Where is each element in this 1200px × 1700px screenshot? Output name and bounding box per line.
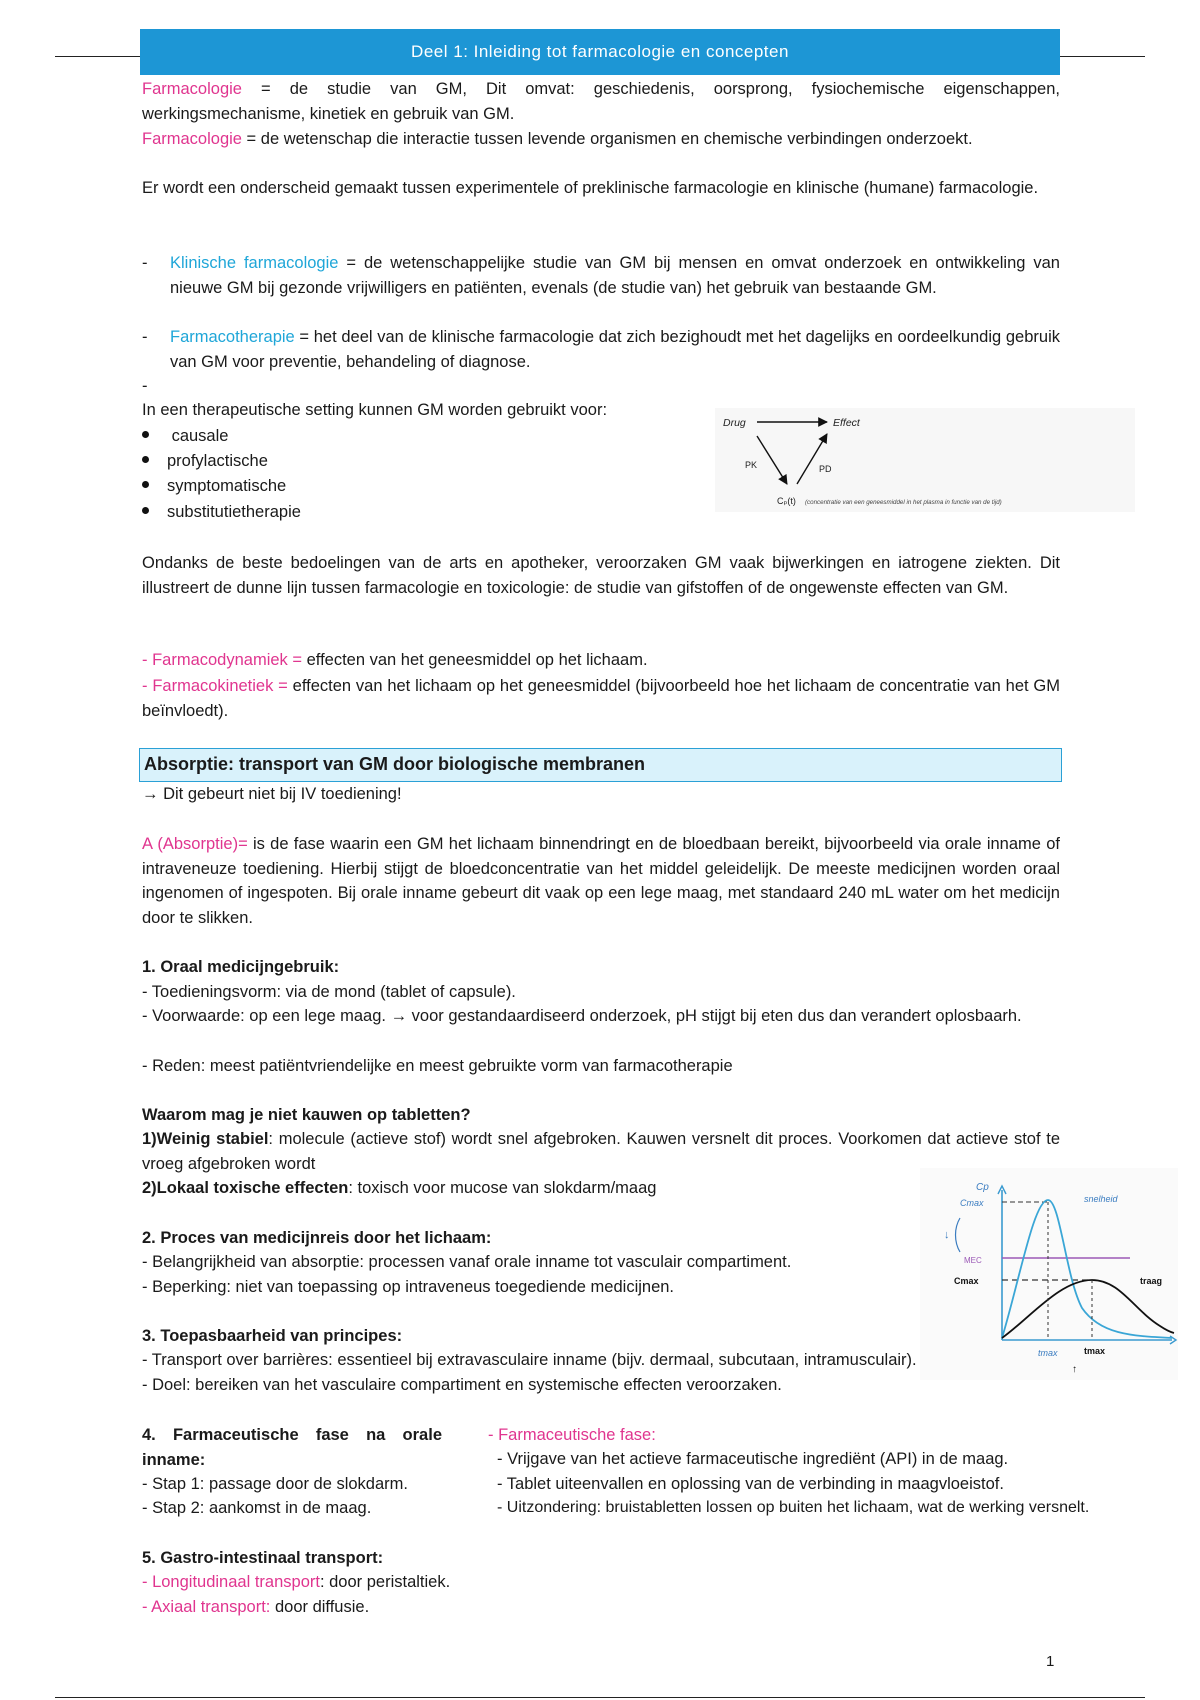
definition-text: is de fase waarin een GM het lichaam binnendringt en de bloedbaan bereikt, bijvoorbeeld via orale inname of intraveneuze toediening. Hierbij stijgt de bloedconcentratie van het middel geleidelijk. De meeste medicijnen worden oraal ingenomen of ingespoten. Bij orale inname gebeurt dit vaak op een lege maag, met standaard 240 mL water om het medicijn door te slikken. bbox=[142, 835, 1060, 927]
gi-line: - Axiaal transport: door diffusie. bbox=[142, 1598, 370, 1616]
effect-label: Effect bbox=[833, 417, 860, 429]
journey-line: - Beperking: niet van toepassing op intraveneus toegediende medicijnen. bbox=[142, 1278, 675, 1296]
phase-line: - Uitzondering: bruistabletten lossen op buiten het lichaam, wat de werking versnelt. bbox=[497, 1499, 1090, 1516]
arrow-left-icon: ↓ bbox=[944, 1229, 950, 1241]
term: - Axiaal transport: bbox=[142, 1598, 271, 1616]
side-effects-paragraph: Ondanks de beste bedoelingen van de arts en apotheker, veroorzaken GM vaak bijwerkingen en iatrogene ziekten. Dit illustreert de dunne lijn tussen farmacologie en toxicologie: de studie van gifstoffen of de ongewenste effecten van GM. bbox=[142, 554, 1060, 597]
term: Farmacologie bbox=[142, 130, 242, 148]
cmax-slow-label: Cmax bbox=[954, 1276, 979, 1286]
fast-label: snelheid bbox=[1084, 1194, 1118, 1204]
tmax-slow-label: tmax bbox=[1084, 1346, 1106, 1356]
arrow-up-icon: ↑ bbox=[1072, 1364, 1077, 1375]
dash-marker: - bbox=[142, 377, 148, 395]
term: Klinische farmacologie bbox=[170, 254, 339, 272]
heading-farmaceutische-fase: 4. Farmaceutische fase na orale inname: bbox=[142, 1426, 442, 1469]
reason-1: 1)Weinig stabiel: molecule (actieve stof) wordt snel afgebroken. Kauwen versnelt dit proces. Voorkomen dat actieve stof te vroeg afgebroken wordt bbox=[142, 1130, 1061, 1173]
dash-marker: - bbox=[142, 254, 148, 272]
cp-label: Cₚ(t) bbox=[777, 496, 796, 506]
definition-text: effecten van het geneesmiddel op het lichaam. bbox=[302, 651, 648, 669]
list-item: symptomatische bbox=[142, 474, 286, 499]
slow-label: traag bbox=[1140, 1276, 1163, 1286]
term: Farmacotherapie bbox=[170, 328, 295, 346]
reason-2: 2)Lokaal toxische effecten: toxisch voor mucose van slokdarm/maag bbox=[142, 1179, 657, 1197]
heading-medicijnreis: 2. Proces van medicijnreis door het lichaam: bbox=[142, 1229, 492, 1247]
definition-farmacodynamiek bbox=[142, 648, 1060, 673]
definition-text: effecten van het lichaam op het geneesmiddel (bijvoorbeeld hoe het lichaam de concentratie van het GM beïnvloedt). bbox=[142, 677, 1060, 720]
term: Farmacologie bbox=[142, 80, 242, 98]
definition-farmacologie-1 bbox=[142, 77, 1060, 126]
cp-caption: (concentratie van een geneesmiddel in het plasma in functie van de tijd) bbox=[805, 499, 1002, 506]
term: A (Absorptie)= bbox=[142, 835, 248, 853]
pk-pd-triangle-diagram bbox=[715, 408, 1135, 512]
definition-text: = de studie van GM, Dit omvat: geschiedenis, oorsprong, fysiochemische eigenschappen, werkingsmechanisme, kinetiek en gebruik van GM. bbox=[142, 80, 1060, 123]
principles-line: - Transport over barrières: essentieel bij extravasculaire inname (bijv. dermaal, subcutaan, intramusculair). bbox=[142, 1351, 917, 1369]
cmax-fast-label: Cmax bbox=[960, 1198, 984, 1208]
bullet-icon bbox=[142, 456, 149, 463]
heading-oraal: 1. Oraal medicijngebruik: bbox=[142, 958, 340, 976]
heading-kauwen: Waarom mag je niet kauwen op tabletten? bbox=[142, 1106, 471, 1124]
term: 2)Lokaal toxische effecten bbox=[142, 1179, 349, 1197]
term: - Farmacodynamiek = bbox=[142, 651, 303, 669]
therapy-intro: In een therapeutische setting kunnen GM worden gebruikt voor: bbox=[142, 401, 608, 419]
list-item: substitutietherapie bbox=[142, 500, 301, 525]
gi-line: - Longitudinaal transport: door peristaltiek. bbox=[142, 1573, 451, 1591]
pd-label: PD bbox=[819, 464, 832, 474]
phase-line: - Vrijgave van het actieve farmaceutische ingrediënt (API) in de maag. bbox=[497, 1450, 1009, 1468]
step-line: - Stap 1: passage door de slokdarm. bbox=[142, 1475, 408, 1493]
phase-line: - Tablet uiteenvallen en oplossing van de verbinding in maagvloeistof. bbox=[497, 1475, 1004, 1493]
definition-farmacotherapie bbox=[170, 325, 1060, 374]
list-item: causale bbox=[142, 424, 228, 449]
definition-text: = het deel van de klinische farmacologie dat zich bezighoudt met het dagelijks en oordeelkundig gebruik van GM voor preventie, behandeling of diagnose. bbox=[170, 328, 1060, 371]
bullet-icon bbox=[142, 431, 149, 438]
heading-gi-transport: 5. Gastro-intestinaal transport: bbox=[142, 1549, 384, 1567]
bullet-icon bbox=[142, 481, 149, 488]
cp-axis-label: Cp bbox=[976, 1182, 989, 1193]
section-heading-absorptie: Absorptie: transport van GM door biologische membranen bbox=[139, 748, 1062, 782]
definition-klinische-farmacologie bbox=[170, 251, 1060, 300]
term: 1)Weinig stabiel bbox=[142, 1130, 269, 1148]
definition-farmacologie-2 bbox=[142, 127, 1060, 152]
principles-line: - Doel: bereiken van het vasculaire compartiment en systemische effecten veroorzaken. bbox=[142, 1376, 782, 1394]
bottom-rule bbox=[55, 1697, 1145, 1698]
term: - Farmacokinetiek = bbox=[142, 677, 288, 695]
tmax-fast-label: tmax bbox=[1038, 1348, 1058, 1358]
oral-line: - Reden: meest patiëntvriendelijke en meest gebruikte vorm van farmacotherapie bbox=[142, 1057, 733, 1075]
oral-line: - Voorwaarde: op een lege maag. → voor gestandaardiseerd onderzoek, pH stijgt bij eten dus dan verandert oplosbaarh. bbox=[142, 1007, 1022, 1025]
list-item: profylactische bbox=[142, 449, 268, 474]
term: - Longitudinaal transport bbox=[142, 1573, 320, 1591]
farmaceutische-fase-subheading: - Farmaceutische fase: bbox=[488, 1426, 656, 1444]
definition-text: = de wetenschap die interactie tussen levende organismen en chemische verbindingen onderzoekt. bbox=[241, 130, 973, 148]
dash-marker: - bbox=[142, 328, 148, 346]
oral-line: - Toedieningsvorm: via de mond (tablet of capsule). bbox=[142, 983, 516, 1001]
page-title: Deel 1: Inleiding tot farmacologie en concepten bbox=[140, 29, 1060, 75]
iv-note: → Dit gebeurt niet bij IV toediening! bbox=[142, 785, 402, 803]
pk-label: PK bbox=[745, 460, 758, 470]
step-line: - Stap 2: aankomst in de maag. bbox=[142, 1499, 372, 1517]
definition-absorptie bbox=[142, 832, 1060, 930]
drug-label: Drug bbox=[723, 417, 746, 429]
bullet-icon bbox=[142, 507, 149, 514]
heading-principes: 3. Toepasbaarheid van principes: bbox=[142, 1327, 403, 1345]
distinction-paragraph: Er wordt een onderscheid gemaakt tussen experimentele of preklinische farmacologie en klinische (humane) farmacologie. bbox=[142, 179, 1039, 197]
definition-farmacokinetiek bbox=[142, 674, 1060, 723]
journey-line: - Belangrijkheid van absorptie: processen vanaf orale inname tot vasculair compartiment. bbox=[142, 1253, 792, 1271]
mec-label: MEC bbox=[964, 1256, 982, 1265]
page-number: 1 bbox=[1046, 1653, 1055, 1670]
definition-text: = de wetenschappelijke studie van GM bij mensen en omvat onderzoek en ontwikkeling van nieuwe GM bij gezonde vrijwilligers en patiënten, evenals (de studie van) het gebruik van bestaande GM. bbox=[170, 254, 1060, 297]
